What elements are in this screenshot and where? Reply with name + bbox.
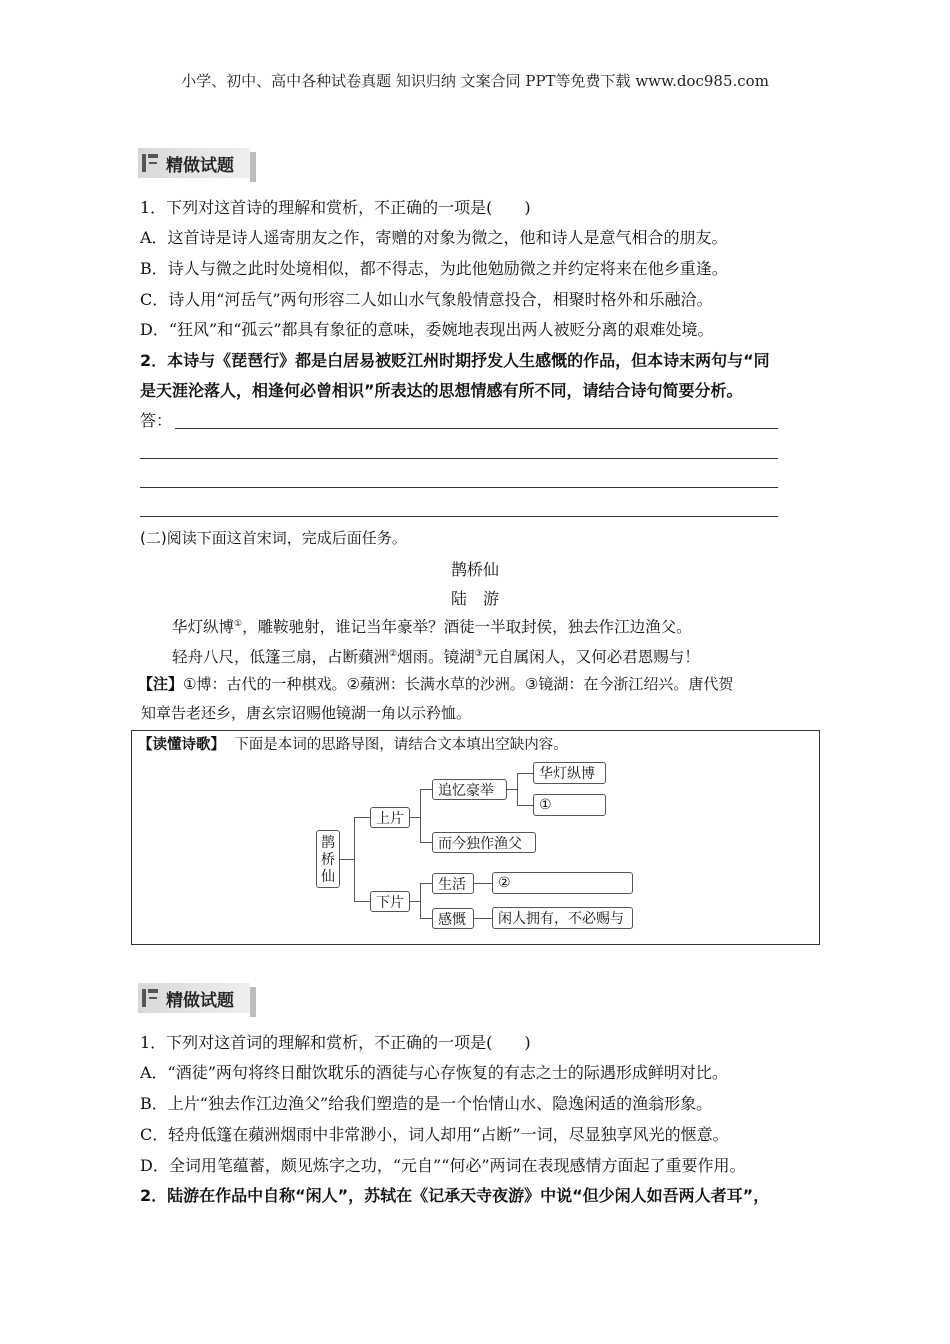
question-2-line-1: 2．本诗与《琵琶行》都是白居易被贬江州时期抒发人生感慨的作品，但本诗末两句与“同 xyxy=(140,351,770,370)
mindmap-blank-2[interactable]: ② xyxy=(492,872,633,894)
poem-line-1: 华灯纵博①，雕鞍驰射，谁记当年豪举？酒徒一半取封侯，独去作江边渔父。 xyxy=(172,618,692,636)
answer-line[interactable] xyxy=(140,516,778,517)
question-1-stem: 1．下列对这首诗的理解和赏析，不正确的一项是( ) xyxy=(140,198,531,217)
section-title: 精做试题 xyxy=(138,148,250,178)
question-2-line-2: 是天涯沦落人，相逢何必曾相识”所表达的思想情感有所不同，请结合诗句简要分析。 xyxy=(140,381,743,400)
option-b: B．诗人与微之此时处境相似，都不得志，为此他勉励微之并约定将来在他乡重逢。 xyxy=(140,259,728,278)
mindmap-lower: 下片 xyxy=(370,891,410,912)
option-c: C．诗人用“河岳气”两句形容二人如山水气象般情意投合，相聚时格外和乐融洽。 xyxy=(140,290,713,309)
mindmap-recall: 追忆豪举 xyxy=(432,779,507,800)
poem-title: 鹊桥仙 xyxy=(450,560,499,579)
mindmap-leaf-feeling: 闲人拥有，不必赐与 xyxy=(492,907,633,929)
mindmap-feeling: 感慨 xyxy=(432,908,474,929)
mindmap-root: 鹊桥仙 xyxy=(316,830,340,888)
mindmap-life: 生活 xyxy=(432,873,474,894)
section-icon xyxy=(142,989,158,1007)
mindmap-box xyxy=(131,730,820,945)
part-2-intro: (二)阅读下面这首宋词，完成后面任务。 xyxy=(140,529,407,547)
section-title: 精做试题 xyxy=(138,983,250,1013)
mindmap-instruction: 【读懂诗歌】 下面是本词的思路导图，请结合文本填出空缺内容。 xyxy=(138,737,568,753)
question-2-line-1: 2．陆游在作品中自称“闲人”，苏轼在《记承天寺夜游》中说“但少闲人如吾两人者耳”， xyxy=(140,1186,770,1205)
option-d: D．“狂风”和“孤云”都具有象征的意味，委婉地表现出两人被贬分离的艰难处境。 xyxy=(140,320,714,339)
mindmap-now: 而今独作渔父 xyxy=(432,832,536,853)
mindmap-leaf-huadeng: 华灯纵博 xyxy=(533,762,606,784)
note-line-2: 知章告老还乡，唐玄宗诏赐他镜湖一角以示矜恤。 xyxy=(141,704,472,722)
mindmap-blank-1[interactable]: ① xyxy=(533,794,606,816)
question-1-stem: 1．下列对这首词的理解和赏析，不正确的一项是( ) xyxy=(140,1033,531,1052)
section-icon xyxy=(142,154,158,172)
answer-line[interactable] xyxy=(140,458,778,459)
option-c: C．轻舟低篷在蘋洲烟雨中非常渺小，词人却用“占断”一词，尽显独享风光的惬意。 xyxy=(140,1125,729,1144)
answer-label: 答： xyxy=(140,411,173,430)
option-d: D．全词用笔蕴蓄，颇见炼字之功，“元自”“何必”两词在表现感情方面起了重要作用。 xyxy=(140,1156,746,1175)
option-a: A．这首诗是诗人遥寄朋友之作，寄赠的对象为微之，他和诗人是意气相合的朋友。 xyxy=(140,228,728,247)
answer-line[interactable] xyxy=(140,487,778,488)
option-a: A．“酒徒”两句将终日酣饮耽乐的酒徒与心存恢复的有志之士的际遇形成鲜明对比。 xyxy=(140,1063,728,1082)
page-header: 小学、初中、高中各种试卷真题 知识归纳 文案合同 PPT等免费下载 www.doc985.com xyxy=(181,72,769,90)
note-line-1: 【注】①博：古代的一种棋戏。②蘋洲：长满水草的沙洲。③镜湖：在今浙江绍兴。唐代贺 xyxy=(138,675,734,693)
option-b: B．上片“独去作江边渔父”给我们塑造的是一个怡情山水、隐逸闲适的渔翁形象。 xyxy=(140,1094,713,1113)
mindmap-upper: 上片 xyxy=(370,807,410,828)
poem-line-2: 轻舟八尺，低篷三扇，占断蘋洲②烟雨。镜湖③元自属闲人，又何必君恩赐与！ xyxy=(172,648,700,666)
answer-line[interactable] xyxy=(175,428,778,429)
poem-author: 陆 游 xyxy=(450,589,499,608)
